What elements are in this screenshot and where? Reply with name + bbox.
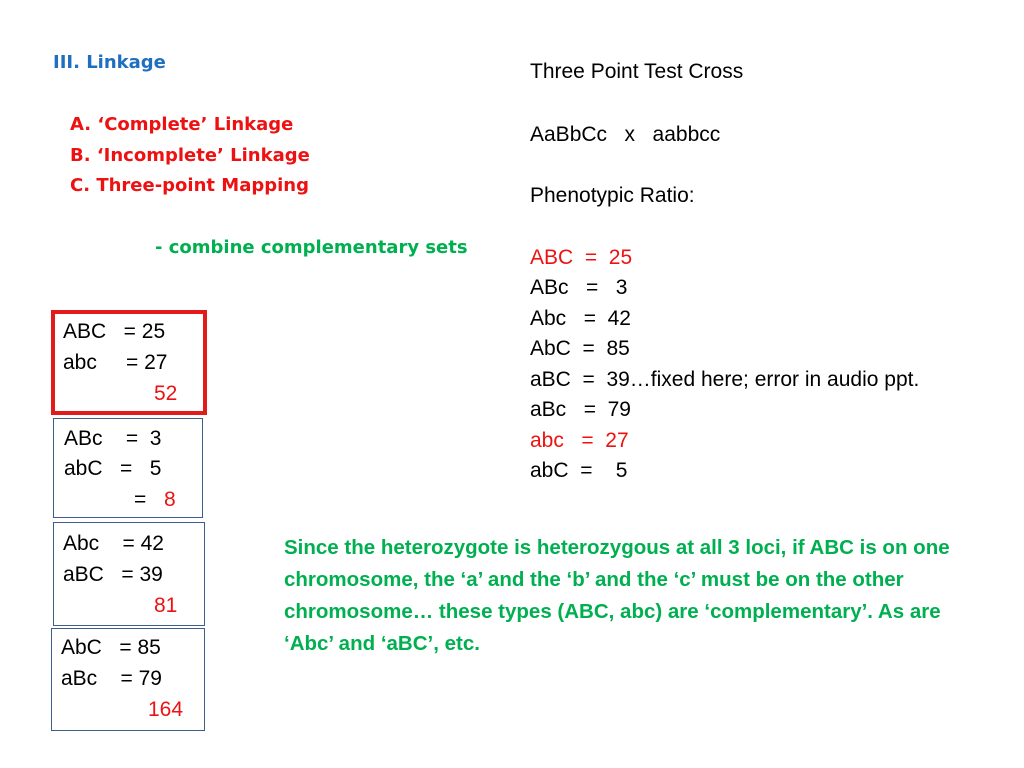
set-sum-equals: =: [134, 488, 147, 511]
ratio-row-abc-lower: abc = 27: [530, 429, 629, 452]
outline-item-three-point-mapping: C. Three-point Mapping: [70, 175, 309, 196]
set-sum: 8: [164, 488, 176, 511]
ratio-label: Phenotypic Ratio:: [530, 184, 695, 207]
ratio-row-abc-upper: ABC = 25: [530, 246, 633, 269]
ratio-row: abC = 5: [530, 459, 628, 482]
cross-line: AaBbCc x aabbcc: [530, 123, 721, 146]
outline-item-incomplete-linkage: B. ‘Incomplete’ Linkage: [70, 145, 310, 166]
set-line: AbC = 85: [61, 636, 161, 659]
ratio-row: ABc = 3: [530, 276, 628, 299]
set-line: ABC = 25: [63, 320, 166, 343]
set-sum: 81: [154, 594, 178, 617]
ratio-row: AbC = 85: [530, 337, 630, 360]
set-line: aBc = 79: [61, 667, 162, 690]
explanation-paragraph: Since the heterozygote is heterozygous at all 3 loci, if ABC is on one chromosome, the ‘a’ and the ‘b’ and the ‘c’ must be on the other chromosome… these types (ABC, abc) are ‘complementary’. As are ‘Abc’ and ‘aBC’, etc.: [284, 536, 950, 655]
set-line: aBC = 39: [63, 563, 163, 586]
set-line: abc = 27: [63, 351, 168, 374]
ratio-row: aBc = 79: [530, 398, 631, 421]
set-line: Abc = 42: [63, 532, 164, 555]
ratio-row: Abc = 42: [530, 307, 631, 330]
set-line: abC = 5: [64, 457, 162, 480]
set-line: ABc = 3: [64, 427, 162, 450]
set-sum: 52: [154, 382, 178, 405]
ratio-row: aBC = 39…fixed here; error in audio ppt.: [530, 368, 920, 391]
sub-note: - combine complementary sets: [155, 237, 468, 258]
set-sum: 164: [148, 698, 184, 721]
section-heading: III. Linkage: [53, 52, 166, 73]
outline-item-complete-linkage: A. ‘Complete’ Linkage: [70, 114, 294, 135]
cross-title: Three Point Test Cross: [530, 60, 744, 83]
